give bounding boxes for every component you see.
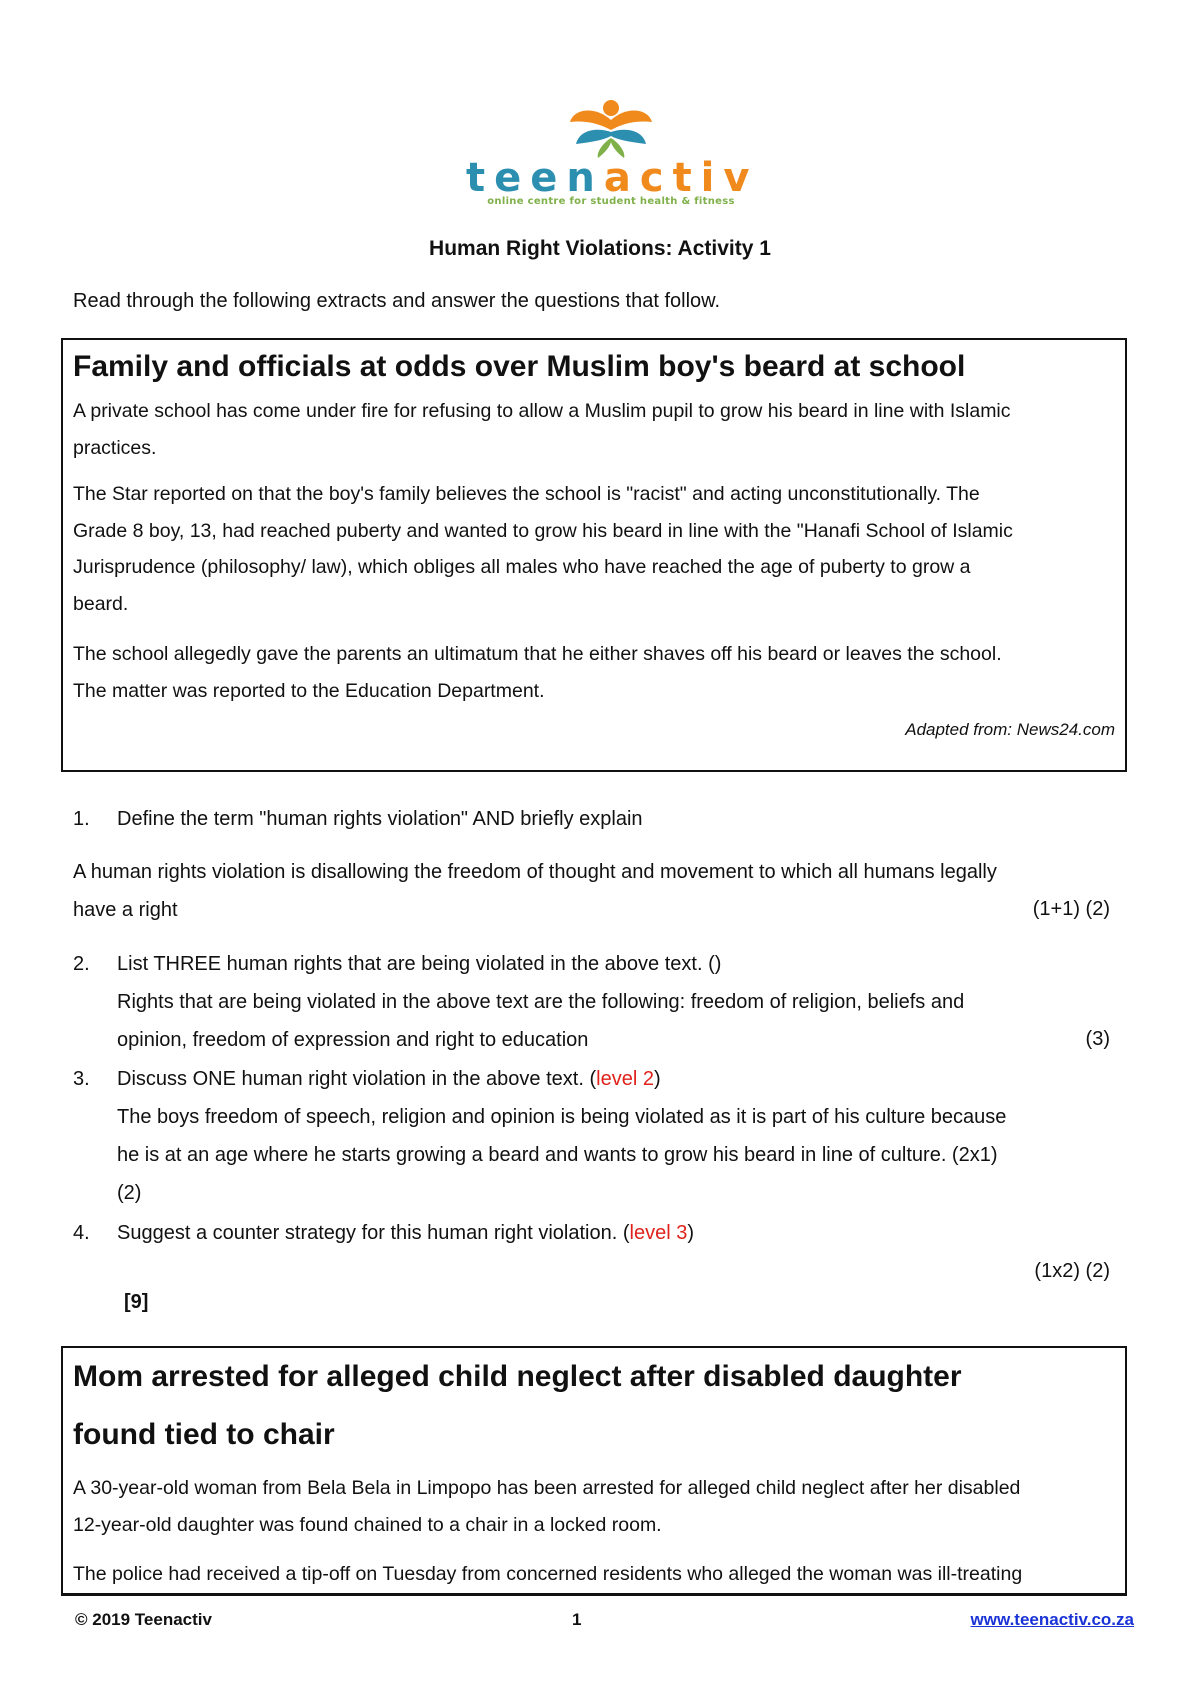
teenactiv-logo [466, 98, 759, 207]
question-3-number: 3. [73, 1068, 90, 1090]
question-3-answer-line-1: The boys freedom of speech, religion and opinion is being violated as it is part of his culture because [117, 1106, 1007, 1128]
logo-tagline: online centre for student health & fitness [487, 196, 735, 207]
article-1-p1-line-1: A private school has come under fire for refusing to allow a Muslim pupil to grow his beard in line with Islamic [73, 400, 1011, 422]
question-4-text-close: ) [687, 1222, 694, 1244]
intro-text: Read through the following extracts and answer the questions that follow. [73, 290, 721, 312]
logo-word-activ: activ [603, 155, 759, 201]
article-box-2 [61, 1346, 1127, 1596]
article-1-paragraph-1 [73, 393, 1011, 466]
question-1-answer-line-2: have a right [73, 899, 178, 921]
article-1-paragraph-2 [73, 476, 1013, 622]
question-4-text [117, 1214, 694, 1252]
article-1-p2-line-1: The Star reported on that the boy's family believes the school is "racist" and acting unconstitutionally. The [73, 483, 980, 505]
article-2-paragraph-2: The police had received a tip-off on Tuesday from concerned residents who alleged the woman was ill-treating [73, 1563, 1023, 1585]
question-3-text-main: Discuss ONE human right violation in the above text. ( [117, 1068, 597, 1090]
logo-wordmark [466, 155, 759, 201]
question-3-answer-line-2: he is at an age where he starts growing a beard and wants to grow his beard in line of culture. (2x1) [117, 1144, 998, 1166]
logo-word-teen: teen [466, 155, 604, 201]
article-1-source: Adapted from: News24.com [905, 720, 1115, 739]
question-4-level-label: level 3 [629, 1222, 688, 1244]
question-1-text: Define the term "human rights violation" AND briefly explain [117, 808, 643, 830]
article-1-p1-line-2: practices. [73, 436, 157, 459]
page-title: Human Right Violations: Activity 1 [429, 237, 771, 260]
article-1-headline: Family and officials at odds over Muslim boy's beard at school [73, 350, 966, 383]
footer-page-number: 1 [572, 1610, 582, 1629]
logo-figure-icon [556, 98, 666, 160]
question-2-answer-line-1: Rights that are being violated in the above text are the following: freedom of religion, beliefs and [117, 991, 965, 1013]
article-2-headline-line-2: found tied to chair [73, 1418, 335, 1451]
article-1-p2-line-3: Jurisprudence (philosophy/ law), which obliges all males who have reached the age of puberty to grow a [73, 556, 971, 578]
question-2-answer-line-2: opinion, freedom of expression and right to education [117, 1029, 589, 1051]
total-marks: [9] [124, 1291, 149, 1313]
question-4-text-main: Suggest a counter strategy for this human right violation. ( [117, 1222, 630, 1244]
article-1-p2-line-2: Grade 8 boy, 13, had reached puberty and wanted to grow his beard in line with the "Hanafi School of Islamic [73, 519, 1013, 542]
article-2-headline-line-1: Mom arrested for alleged child neglect after disabled daughter [73, 1360, 962, 1393]
article-2-p1-line-2: 12-year-old daughter was found chained to a chair in a locked room. [73, 1513, 662, 1536]
footer-website-link[interactable]: www.teenactiv.co.za [970, 1610, 1134, 1629]
article-1-p3-line-2: The matter was reported to the Education Department. [73, 679, 545, 702]
article-1-paragraph-3 [73, 636, 1002, 709]
question-2-text: List THREE human rights that are being violated in the above text. () [117, 953, 722, 975]
article-2-p1-line-1: A 30-year-old woman from Bela Bela in Limpopo has been arrested for alleged child neglect after her disabled [73, 1477, 1021, 1499]
question-3-answer-line-3: (2) [117, 1182, 142, 1204]
question-2-marks: (3) [1085, 1028, 1110, 1050]
article-box-1 [61, 338, 1127, 772]
question-4-marks: (1x2) (2) [1034, 1260, 1110, 1282]
question-3-text-close: ) [653, 1068, 661, 1090]
question-3-level-label: level 2 [596, 1068, 654, 1090]
question-4-number: 4. [73, 1222, 90, 1244]
question-2-number: 2. [73, 953, 90, 975]
article-1-p3-line-1: The school allegedly gave the parents an ultimatum that he either shaves off his beard or leaves the school. [73, 643, 1002, 665]
question-1-marks: (1+1) (2) [1032, 898, 1110, 920]
question-1-answer-line-1: A human rights violation is disallowing the freedom of thought and movement to which all humans legally [73, 861, 997, 883]
article-2-paragraph-1 [73, 1470, 1020, 1543]
question-3-text [117, 1060, 661, 1098]
question-1-number: 1. [73, 808, 90, 830]
article-1-p2-line-4: beard. [73, 592, 129, 615]
footer-copyright: © 2019 Teenactiv [75, 1610, 212, 1629]
